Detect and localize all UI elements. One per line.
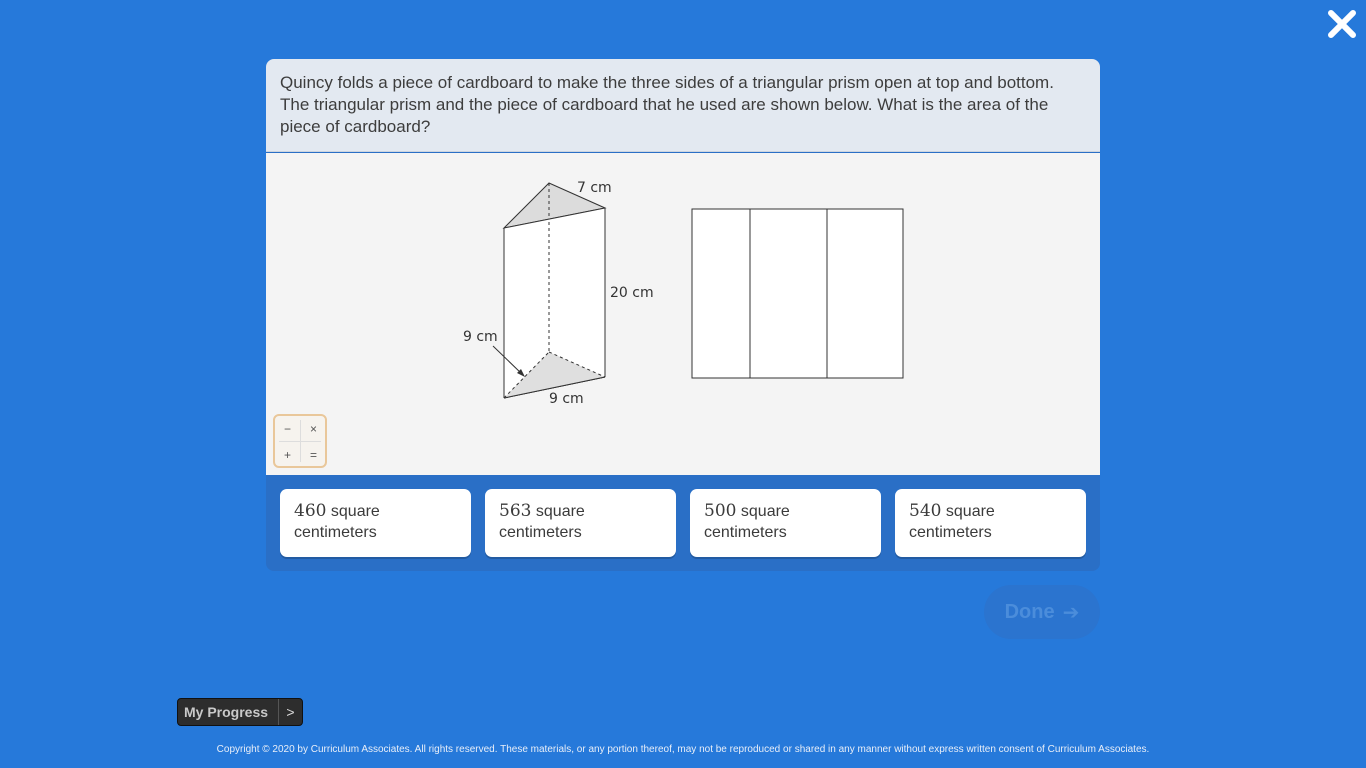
label-top-edge: 7 cm bbox=[577, 180, 612, 196]
prism-figure bbox=[266, 153, 1100, 475]
my-progress-label: My Progress bbox=[184, 704, 269, 720]
answer-choice-3[interactable] bbox=[690, 489, 881, 557]
answer-unit: square centimeters bbox=[909, 503, 995, 541]
close-button[interactable] bbox=[1326, 8, 1358, 40]
arrow-right-icon: ➔ bbox=[1062, 601, 1080, 624]
label-height: 20 cm bbox=[610, 285, 654, 301]
answer-unit: square centimeters bbox=[704, 503, 790, 541]
done-button[interactable] bbox=[984, 585, 1100, 639]
close-icon bbox=[1326, 8, 1358, 40]
done-label: Done bbox=[1004, 600, 1055, 623]
answer-unit: square centimeters bbox=[294, 503, 380, 541]
calculator-button[interactable] bbox=[273, 414, 327, 468]
answer-number: 460 bbox=[294, 501, 327, 521]
label-bottom-edge: 9 cm bbox=[549, 391, 584, 407]
minus-icon: − bbox=[283, 421, 291, 436]
equals-icon: = bbox=[309, 447, 317, 462]
chevron-right-icon: > bbox=[286, 704, 295, 720]
question-prompt: Quincy folds a piece of cardboard to make the three sides of a triangular prism open at top and bottom. The triangular prism and the piece of cardboard that he used are shown below. What is the area of the piece of cardboard? bbox=[266, 59, 1100, 152]
copyright-footer: Copyright © 2020 by Curriculum Associates. All rights reserved. These materials, or any portion thereof, may not be reproduced or shared in any manner without express written consent of Curriculum Associates. bbox=[216, 744, 1150, 755]
answer-unit: square centimeters bbox=[499, 503, 585, 541]
answer-choice-2[interactable] bbox=[485, 489, 676, 557]
answer-number: 540 bbox=[909, 501, 942, 521]
answer-choice-4[interactable] bbox=[895, 489, 1086, 557]
cardboard-net bbox=[692, 209, 903, 378]
times-icon: × bbox=[309, 421, 317, 436]
plus-icon: + bbox=[283, 447, 291, 462]
figure-area bbox=[266, 153, 1100, 475]
answer-number: 563 bbox=[499, 501, 532, 521]
my-progress-button[interactable] bbox=[177, 698, 303, 726]
answer-choice-1[interactable] bbox=[280, 489, 471, 557]
answer-number: 500 bbox=[704, 501, 737, 521]
label-left-edge: 9 cm bbox=[463, 329, 498, 345]
